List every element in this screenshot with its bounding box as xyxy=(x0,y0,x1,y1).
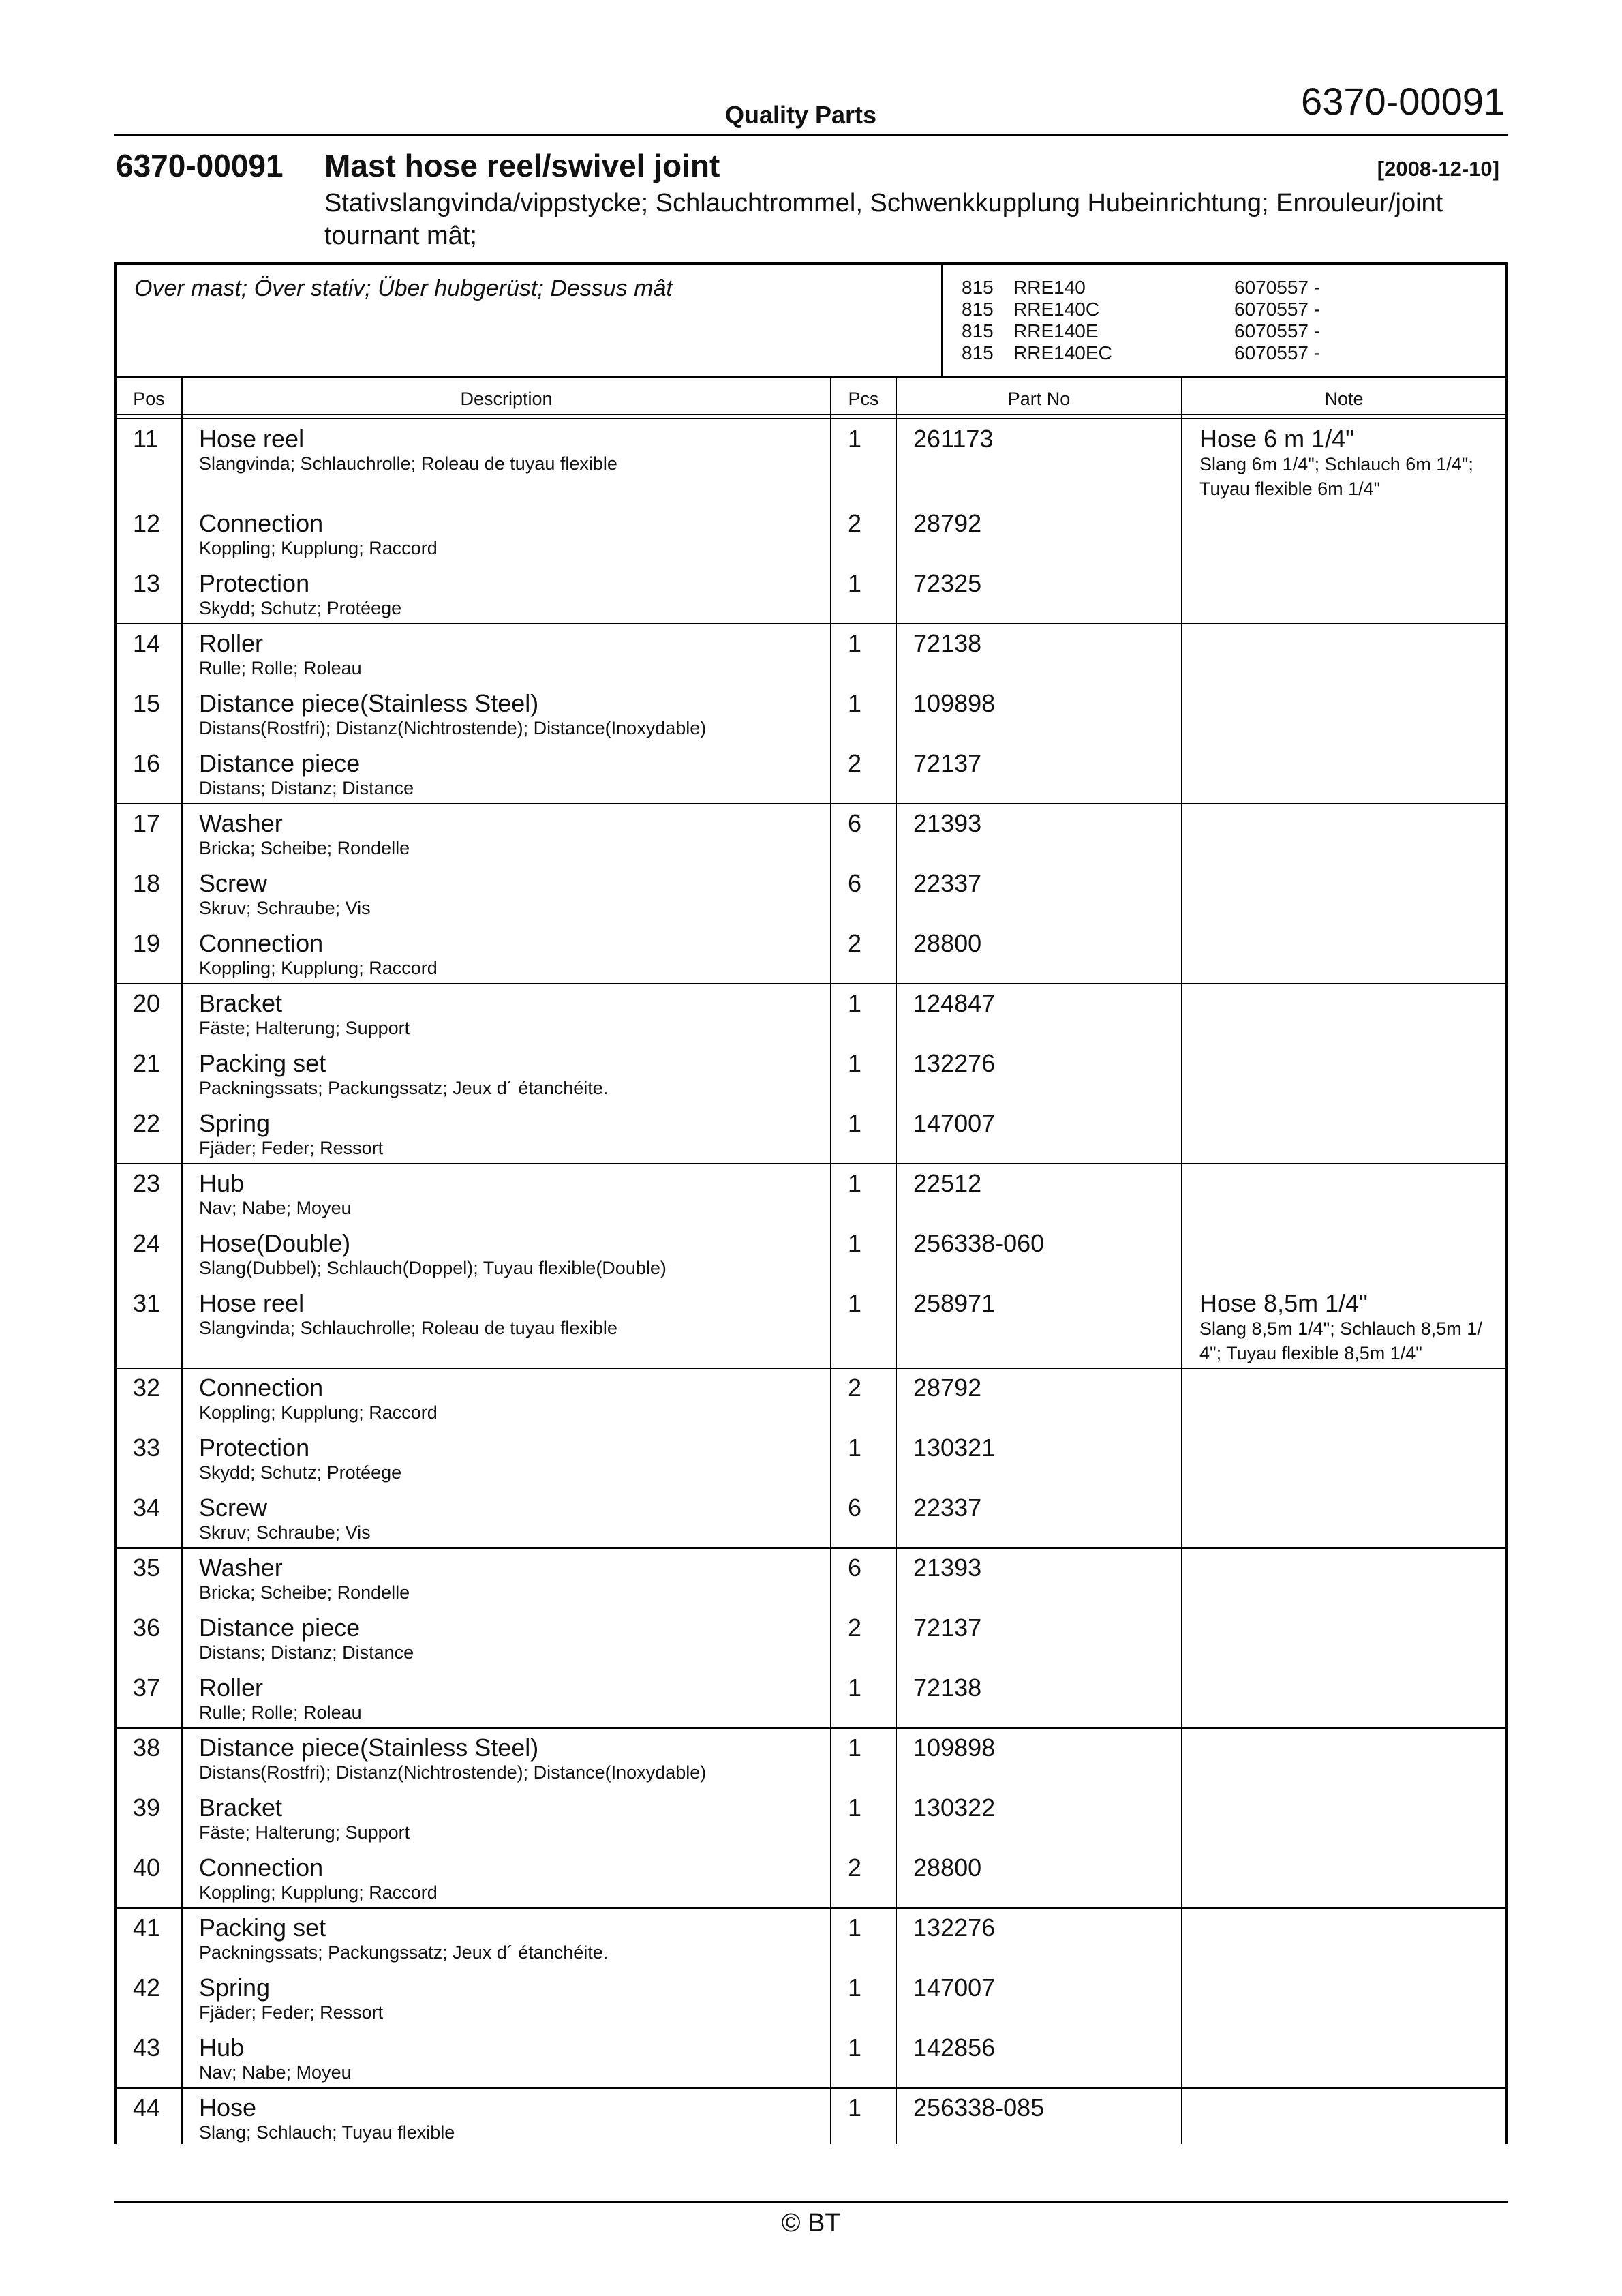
part-number: 124847 xyxy=(913,989,996,1017)
table-row xyxy=(117,1968,1505,2028)
part-number: 109898 xyxy=(913,689,996,717)
model-serial: 6070557 - xyxy=(1234,277,1321,298)
part-quantity: 1 xyxy=(848,1674,862,1702)
part-description: Hub xyxy=(199,1169,245,1197)
part-translations: Nav; Nabe; Moyeu xyxy=(199,2062,352,2083)
part-number: 132276 xyxy=(913,1914,996,1942)
table-row xyxy=(117,1104,1505,1164)
part-description: Distance piece xyxy=(199,1614,361,1642)
part-number: 130322 xyxy=(913,1794,996,1822)
part-quantity: 6 xyxy=(848,1494,862,1522)
table-row xyxy=(117,684,1505,744)
part-quantity: 1 xyxy=(848,689,862,717)
part-pos: 38 xyxy=(133,1734,161,1762)
table-row xyxy=(117,1428,1505,1488)
part-number: 256338-060 xyxy=(913,1229,1045,1257)
part-number: 147007 xyxy=(913,1109,996,1137)
part-pos: 31 xyxy=(133,1289,161,1317)
part-translations: Distans(Rostfri); Distanz(Nichtrostende); Distance(Inoxydable) xyxy=(199,1762,707,1783)
part-quantity: 6 xyxy=(848,809,862,837)
part-pos: 40 xyxy=(133,1854,161,1882)
part-quantity: 2 xyxy=(848,749,862,777)
part-translations: Koppling; Kupplung; Raccord xyxy=(199,958,438,978)
part-translations: Bricka; Scheibe; Rondelle xyxy=(199,1582,410,1603)
part-description: Distance piece(Stainless Steel) xyxy=(199,689,539,717)
part-quantity: 1 xyxy=(848,1794,862,1822)
part-translations: Koppling; Kupplung; Raccord xyxy=(199,1402,438,1423)
part-description: Hose xyxy=(199,2094,257,2121)
part-quantity: 1 xyxy=(848,2034,862,2061)
table-row xyxy=(117,1548,1505,1608)
part-quantity: 1 xyxy=(848,1109,862,1137)
part-number: 261173 xyxy=(913,425,994,453)
table-row xyxy=(117,1908,1505,1968)
part-description: Protection xyxy=(199,569,310,597)
part-pos: 14 xyxy=(133,629,161,657)
part-quantity: 1 xyxy=(848,1914,862,1942)
part-translations: Skydd; Schutz; Protéege xyxy=(199,1462,402,1483)
part-pos: 41 xyxy=(133,1914,161,1942)
table-row xyxy=(117,984,1505,1044)
part-description: Connection xyxy=(199,1374,324,1402)
table-row xyxy=(117,1728,1505,1788)
table-row xyxy=(117,1668,1505,1728)
part-pos: 44 xyxy=(133,2094,161,2121)
part-number: 72325 xyxy=(913,569,982,597)
part-description: Hose reel xyxy=(199,425,305,453)
part-pos: 13 xyxy=(133,569,161,597)
models-list xyxy=(962,277,1371,364)
part-description: Bracket xyxy=(199,1794,283,1822)
footer-copyright: © BT xyxy=(781,2209,841,2237)
column-header-description: Description xyxy=(460,389,553,409)
part-pos: 43 xyxy=(133,2034,161,2061)
model-serial: 6070557 - xyxy=(1234,320,1321,342)
part-note-translations: Slang 8,5m 1/4"; Schlauch 8,5m 1/ 4"; Tuyau flexible 8,5m 1/4" xyxy=(1199,1318,1482,1363)
part-translations: Slangvinda; Schlauchrolle; Roleau de tuyau flexible xyxy=(199,453,617,474)
model-serial: 6070557 - xyxy=(1234,342,1321,363)
part-number: 72138 xyxy=(913,1674,982,1702)
table-row xyxy=(117,419,1505,504)
part-translations: Koppling; Kupplung; Raccord xyxy=(199,1882,438,1903)
column-header-note: Note xyxy=(1324,389,1364,409)
column-header-pcs: Pcs xyxy=(848,389,879,409)
column-header-pos: Pos xyxy=(133,389,165,409)
part-description: Packing set xyxy=(199,1914,326,1942)
part-quantity: 1 xyxy=(848,569,862,597)
part-translations: Distans; Distanz; Distance xyxy=(199,1642,414,1663)
part-number: 22337 xyxy=(913,869,982,897)
part-quantity: 2 xyxy=(848,1854,862,1882)
part-translations: Fjäder; Feder; Ressort xyxy=(199,1138,384,1158)
part-number: 256338-085 xyxy=(913,2094,1045,2121)
table-row xyxy=(117,1608,1505,1668)
part-translations: Distans; Distanz; Distance xyxy=(199,778,414,798)
table-row xyxy=(117,504,1505,564)
part-number: 28800 xyxy=(913,929,982,957)
model-name: RRE140EC xyxy=(1013,342,1112,363)
part-pos: 24 xyxy=(133,1229,161,1257)
table-row xyxy=(117,2088,1505,2148)
part-note-translations: Slang 6m 1/4"; Schlauch 6m 1/4"; Tuyau flexible 6m 1/4" xyxy=(1199,454,1473,499)
table-row xyxy=(117,1488,1505,1548)
part-description: Protection xyxy=(199,1434,310,1462)
part-number: 21393 xyxy=(913,1554,982,1582)
part-translations: Skruv; Schraube; Vis xyxy=(199,898,371,918)
table-row xyxy=(117,924,1505,984)
part-description: Hose reel xyxy=(199,1289,305,1317)
part-description: Roller xyxy=(199,629,264,657)
model-code: 815 xyxy=(962,342,994,363)
header-rule xyxy=(114,134,1508,136)
model-row xyxy=(962,277,1371,299)
part-quantity: 1 xyxy=(848,1229,862,1257)
part-note: Hose 8,5m 1/4" xyxy=(1199,1289,1368,1317)
part-number: 72138 xyxy=(913,629,982,657)
table-row xyxy=(117,1368,1505,1428)
page-header-doc-number: 6370-00091 xyxy=(1301,80,1505,123)
part-description: Hose(Double) xyxy=(199,1229,351,1257)
table-row xyxy=(117,1848,1505,1908)
table-row xyxy=(117,864,1505,924)
part-number: 21393 xyxy=(913,809,982,837)
table-row xyxy=(117,564,1505,624)
part-quantity: 6 xyxy=(848,869,862,897)
part-number: 258971 xyxy=(913,1289,996,1317)
part-pos: 11 xyxy=(133,425,159,453)
part-description: Packing set xyxy=(199,1049,326,1077)
part-translations: Packningssats; Packungssatz; Jeux d´ étanchéite. xyxy=(199,1078,609,1098)
part-translations: Slang(Dubbel); Schlauch(Doppel); Tuyau flexible(Double) xyxy=(199,1258,667,1278)
model-name: RRE140E xyxy=(1013,320,1099,342)
part-description: Connection xyxy=(199,929,324,957)
part-pos: 32 xyxy=(133,1374,161,1402)
table-row xyxy=(117,1788,1505,1848)
part-quantity: 1 xyxy=(848,1289,862,1317)
part-quantity: 2 xyxy=(848,1374,862,1402)
table-row xyxy=(117,1044,1505,1104)
model-code: 815 xyxy=(962,277,994,298)
part-description: Spring xyxy=(199,1974,271,2002)
part-number: 147007 xyxy=(913,1974,996,2002)
model-code: 815 xyxy=(962,320,994,342)
part-pos: 37 xyxy=(133,1674,161,1702)
part-number: 109898 xyxy=(913,1734,996,1762)
title-subtitle: Stativslangvinda/vippstycke; Schlauchtrommel, Schwenkkupplung Hubeinrichtung; Enrouleur/joint tournant mât; xyxy=(324,189,1443,250)
part-number: 22337 xyxy=(913,1494,982,1522)
header-bottom-rule xyxy=(117,414,1505,415)
part-pos: 12 xyxy=(133,509,161,537)
part-description: Roller xyxy=(199,1674,264,1702)
part-pos: 36 xyxy=(133,1614,161,1642)
part-pos: 34 xyxy=(133,1494,161,1522)
title-number: 6370-00091 xyxy=(116,148,284,183)
table-row xyxy=(117,1164,1505,1224)
table-row xyxy=(117,804,1505,864)
part-quantity: 2 xyxy=(848,929,862,957)
parts-table xyxy=(114,262,1508,2144)
table-row xyxy=(117,1224,1505,1284)
part-description: Screw xyxy=(199,1494,268,1522)
column-header-partno: Part No xyxy=(1007,389,1071,409)
part-quantity: 1 xyxy=(848,1049,862,1077)
part-description: Screw xyxy=(199,869,268,897)
part-description: Bracket xyxy=(199,989,283,1017)
model-code: 815 xyxy=(962,299,994,320)
info-text: Over mast; Över stativ; Über hubgerüst; Dessus mât xyxy=(134,275,673,301)
part-number: 22512 xyxy=(913,1169,982,1197)
part-description: Spring xyxy=(199,1109,271,1137)
model-row xyxy=(962,320,1371,342)
part-quantity: 6 xyxy=(848,1554,862,1582)
model-row xyxy=(962,342,1371,364)
part-quantity: 1 xyxy=(848,1169,862,1197)
part-translations: Slang; Schlauch; Tuyau flexible xyxy=(199,2122,455,2143)
part-description: Connection xyxy=(199,509,324,537)
part-pos: 21 xyxy=(133,1049,161,1077)
part-description: Washer xyxy=(199,809,283,837)
part-translations: Slangvinda; Schlauchrolle; Roleau de tuyau flexible xyxy=(199,1318,617,1338)
part-number: 130321 xyxy=(913,1434,996,1462)
part-pos: 23 xyxy=(133,1169,161,1197)
footer-rule xyxy=(114,2201,1508,2203)
part-pos: 20 xyxy=(133,989,161,1017)
part-quantity: 1 xyxy=(848,629,862,657)
part-number: 28792 xyxy=(913,1374,982,1402)
part-translations: Packningssats; Packungssatz; Jeux d´ étanchéite. xyxy=(199,1942,609,1963)
part-number: 72137 xyxy=(913,749,982,777)
part-description: Distance piece(Stainless Steel) xyxy=(199,1734,539,1762)
part-quantity: 1 xyxy=(848,989,862,1017)
part-quantity: 1 xyxy=(848,425,862,453)
part-number: 72137 xyxy=(913,1614,982,1642)
part-translations: Rulle; Rolle; Roleau xyxy=(199,658,362,678)
part-pos: 19 xyxy=(133,929,161,957)
model-row xyxy=(962,299,1371,320)
part-pos: 16 xyxy=(133,749,161,777)
part-description: Distance piece xyxy=(199,749,361,777)
part-translations: Distans(Rostfri); Distanz(Nichtrostende); Distance(Inoxydable) xyxy=(199,718,707,738)
part-description: Hub xyxy=(199,2034,245,2061)
part-translations: Rulle; Rolle; Roleau xyxy=(199,1702,362,1723)
part-pos: 15 xyxy=(133,689,161,717)
part-description: Washer xyxy=(199,1554,283,1582)
part-translations: Fäste; Halterung; Support xyxy=(199,1018,410,1038)
part-pos: 35 xyxy=(133,1554,161,1582)
part-quantity: 1 xyxy=(848,2094,862,2121)
part-quantity: 2 xyxy=(848,1614,862,1642)
table-row xyxy=(117,624,1505,684)
part-quantity: 1 xyxy=(848,1434,862,1462)
header-top-rule xyxy=(117,376,1505,378)
table-row xyxy=(117,1284,1505,1368)
part-translations: Skruv; Schraube; Vis xyxy=(199,1522,371,1543)
part-pos: 39 xyxy=(133,1794,161,1822)
part-translations: Fjäder; Feder; Ressort xyxy=(199,2002,384,2023)
part-translations: Fäste; Halterung; Support xyxy=(199,1822,410,1843)
part-translations: Koppling; Kupplung; Raccord xyxy=(199,538,438,558)
model-name: RRE140C xyxy=(1013,299,1100,320)
part-pos: 42 xyxy=(133,1974,161,2002)
info-divider xyxy=(941,265,943,376)
table-row xyxy=(117,2028,1505,2088)
part-quantity: 1 xyxy=(848,1734,862,1762)
title-date: [2008-12-10] xyxy=(1377,157,1499,181)
part-number: 28792 xyxy=(913,509,982,537)
model-name: RRE140 xyxy=(1013,277,1086,298)
title-name: Mast hose reel/swivel joint xyxy=(324,148,720,183)
part-number: 132276 xyxy=(913,1049,996,1077)
part-pos: 22 xyxy=(133,1109,161,1137)
part-pos: 33 xyxy=(133,1434,161,1462)
part-note: Hose 6 m 1/4" xyxy=(1199,425,1354,453)
part-quantity: 2 xyxy=(848,509,862,537)
part-translations: Skydd; Schutz; Protéege xyxy=(199,598,402,618)
part-pos: 17 xyxy=(133,809,161,837)
part-number: 28800 xyxy=(913,1854,982,1882)
part-translations: Nav; Nabe; Moyeu xyxy=(199,1198,352,1218)
part-description: Connection xyxy=(199,1854,324,1882)
part-number: 142856 xyxy=(913,2034,996,2061)
page-header-center: Quality Parts xyxy=(724,101,877,129)
part-translations: Bricka; Scheibe; Rondelle xyxy=(199,838,410,858)
model-serial: 6070557 - xyxy=(1234,299,1321,320)
part-quantity: 1 xyxy=(848,1974,862,2002)
part-pos: 18 xyxy=(133,869,161,897)
table-row xyxy=(117,744,1505,804)
